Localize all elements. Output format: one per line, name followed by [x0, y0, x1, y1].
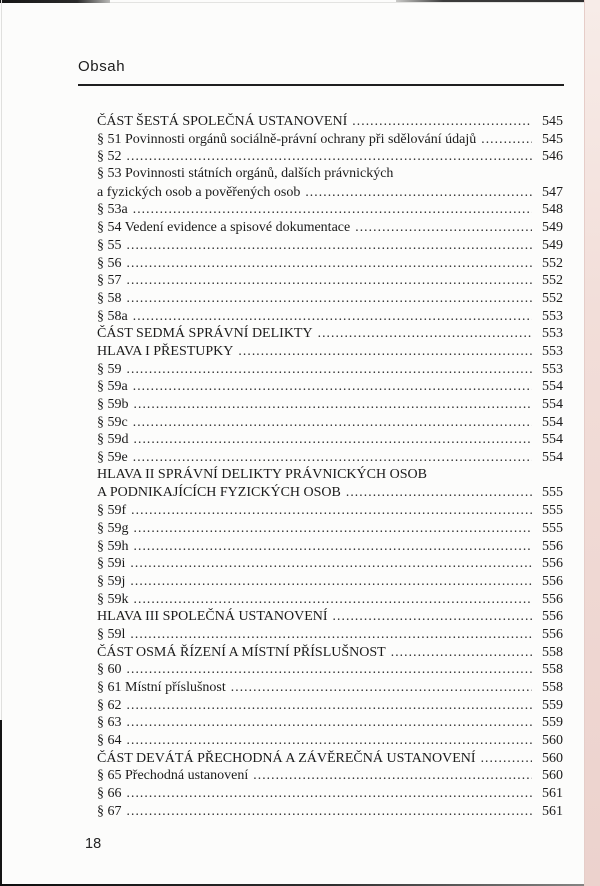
dot-leader [133, 413, 532, 432]
scan-edge-left [1, 0, 2, 720]
dot-leader [134, 395, 533, 414]
toc-entry-page: 549 [542, 220, 563, 236]
toc-entry-page: 554 [542, 379, 563, 395]
toc-entry-label: § 59b [97, 397, 129, 412]
dot-leader [133, 307, 532, 326]
toc-entry [97, 696, 563, 714]
toc-entry [97, 643, 563, 661]
toc-entry [97, 271, 563, 289]
toc-entry [97, 218, 563, 236]
dot-leader [127, 784, 533, 803]
header-rule [78, 84, 564, 86]
toc-list [97, 112, 563, 820]
toc-entry [97, 572, 563, 590]
dot-leader [127, 696, 533, 715]
toc-entry-label: § 59d [97, 432, 129, 448]
toc-entry-page: 556 [542, 556, 563, 572]
toc-entry-page: 558 [542, 644, 563, 660]
toc-entry-label: ČÁST DEVÁTÁ PŘECHODNÁ A ZÁVĚREČNÁ USTANOVENÍ [97, 750, 476, 766]
toc-entry-label: § 59a [97, 379, 128, 395]
toc-entry-page: 558 [542, 662, 563, 678]
toc-entry-page: 556 [542, 609, 563, 625]
toc-entry [97, 590, 563, 608]
dot-leader [391, 643, 532, 662]
dot-leader [131, 501, 532, 520]
dot-leader [127, 289, 533, 308]
toc-entry-label: § 59f [97, 503, 127, 519]
toc-entry-page: 553 [542, 326, 563, 342]
dot-leader [127, 236, 533, 255]
toc-entry-label: HLAVA II SPRÁVNÍ DELIKTY PRÁVNICKÝCH OSOB [97, 466, 427, 482]
toc-entry [97, 324, 563, 342]
toc-entry-page: 559 [542, 697, 563, 713]
toc-entry-label: § 56 [97, 255, 122, 271]
toc-entry-page: 554 [542, 432, 563, 448]
toc-entry [97, 130, 563, 148]
toc-entry [97, 802, 563, 820]
toc-entry [97, 537, 563, 555]
toc-entry-page: 553 [542, 343, 563, 359]
dot-leader [127, 360, 533, 379]
toc-entry [97, 501, 563, 519]
toc-entry-label: § 59e [97, 450, 128, 466]
toc-entry-label: § 59 [97, 361, 122, 377]
toc-entry-page: 552 [542, 255, 563, 271]
toc-entry [97, 112, 563, 130]
toc-entry-label: § 54 Vedení evidence a spisové dokumentace [97, 220, 351, 236]
toc-entry-page: 560 [542, 750, 563, 766]
toc-entry-page: 554 [542, 414, 563, 430]
toc-entry-label: § 53a [97, 202, 128, 218]
toc-entry [97, 342, 563, 360]
toc-entry-label: § 64 [97, 733, 122, 749]
dot-leader [130, 572, 532, 591]
toc-entry-page: 555 [542, 520, 563, 536]
toc-entry-page: 549 [542, 237, 563, 253]
dot-leader [127, 271, 533, 290]
toc-entry-page: 545 [542, 131, 563, 147]
toc-entry-label: ČÁST OSMÁ ŘÍZENÍ A MÍSTNÍ PŘÍSLUŠNOST [97, 644, 386, 660]
toc-entry [97, 183, 563, 201]
dot-leader [352, 112, 532, 131]
toc-entry [97, 236, 563, 254]
scan-edge-top-right [396, 0, 585, 2]
toc-entry-page: 554 [542, 450, 563, 466]
dot-leader [133, 200, 532, 219]
toc-entry-page: 548 [542, 202, 563, 218]
dot-leader [133, 448, 532, 467]
toc-entry-label: § 59h [97, 538, 129, 554]
dot-leader [305, 183, 532, 202]
dot-leader [127, 254, 533, 273]
dot-leader [318, 324, 532, 343]
dot-leader [130, 625, 532, 644]
toc-entry-label: § 58a [97, 308, 128, 324]
toc-entry [97, 784, 563, 802]
toc-entry [97, 660, 563, 678]
dot-leader [355, 218, 532, 237]
toc-entry [97, 289, 563, 307]
dot-leader [133, 377, 532, 396]
toc-entry [97, 254, 563, 272]
toc-entry [97, 607, 563, 625]
toc-entry [97, 165, 563, 183]
toc-entry-page: 554 [542, 397, 563, 412]
toc-entry-page: 552 [542, 273, 563, 289]
toc-entry [97, 625, 563, 643]
dot-leader [253, 766, 532, 785]
toc-entry [97, 360, 563, 378]
toc-entry-label: § 59c [97, 414, 128, 430]
toc-entry-page: 559 [542, 715, 563, 731]
toc-entry-label: § 60 [97, 662, 122, 678]
toc-entry-label: § 53 Povinnosti státních orgánů, dalších právnických [97, 166, 394, 182]
toc-entry [97, 377, 563, 395]
toc-entry [97, 678, 563, 696]
toc-entry-label: § 57 [97, 273, 122, 289]
toc-entry-label: § 61 Místní příslušnost [97, 680, 226, 695]
toc-entry [97, 749, 563, 767]
toc-entry-page: 561 [542, 786, 563, 802]
toc-entry-page: 556 [542, 573, 563, 589]
toc-entry-page: 553 [542, 361, 563, 377]
toc-entry-label: § 66 [97, 786, 122, 802]
toc-entry-page: 556 [542, 626, 563, 642]
toc-entry [97, 307, 563, 325]
toc-entry [97, 713, 563, 731]
toc-entry [97, 554, 563, 572]
toc-entry-page: 553 [542, 308, 563, 324]
scan-edge-right-band [584, 0, 600, 886]
toc-entry-page: 556 [542, 538, 563, 554]
dot-leader [231, 678, 532, 697]
toc-entry-label: HLAVA III SPOLEČNÁ USTANOVENÍ [97, 609, 328, 625]
toc-entry-label: ČÁST ŠESTÁ SPOLEČNÁ USTANOVENÍ [97, 114, 348, 129]
page-number: 18 [85, 836, 102, 852]
dot-leader [481, 130, 532, 149]
toc-entry-label: a fyzických osob a pověřených osob [97, 184, 301, 200]
dot-leader [481, 749, 532, 768]
toc-entry [97, 766, 563, 784]
toc-entry-label: § 51 Povinnosti orgánů sociálně-právní ochrany při sdělování údajů [97, 131, 477, 147]
toc-entry-page: 555 [542, 503, 563, 519]
toc-entry-page: 555 [542, 485, 563, 501]
dot-leader [134, 590, 533, 609]
toc-entry-page: 547 [542, 184, 563, 200]
toc-entry-page: 545 [542, 114, 563, 129]
toc-entry-label: § 62 [97, 697, 122, 713]
dot-leader [127, 731, 533, 750]
dot-leader [134, 537, 533, 556]
toc-entry-page: 546 [542, 149, 563, 165]
dot-leader [333, 607, 532, 626]
toc-entry [97, 413, 563, 431]
dot-leader [127, 147, 533, 166]
toc-entry [97, 448, 563, 466]
toc-entry [97, 519, 563, 537]
scan-edge-top-left [0, 0, 110, 3]
scan-edge-left-dark [0, 720, 2, 886]
dot-leader [130, 554, 532, 573]
toc-entry-label: § 67 [97, 803, 122, 819]
toc-entry-page: 561 [542, 803, 563, 819]
toc-entry-label: § 59l [97, 626, 126, 642]
toc-entry-label: § 59i [97, 556, 126, 572]
toc-entry [97, 731, 563, 749]
toc-entry-label: § 58 [97, 290, 122, 306]
toc-entry-label: A PODNIKAJÍCÍCH FYZICKÝCH OSOB [97, 485, 341, 501]
dot-leader [127, 713, 533, 732]
toc-entry-label: § 59g [97, 520, 129, 536]
toc-entry-page: 552 [542, 290, 563, 306]
toc-entry [97, 147, 563, 165]
page-header-title: Obsah [78, 58, 126, 75]
toc-entry-label: § 59j [97, 573, 126, 589]
toc-entry-label: ČÁST SEDMÁ SPRÁVNÍ DELIKTY [97, 326, 313, 342]
dot-leader [134, 430, 533, 449]
toc-entry [97, 430, 563, 448]
toc-entry-page: 560 [542, 768, 563, 784]
toc-entry [97, 200, 563, 218]
toc-entry-label: § 59k [97, 591, 129, 607]
dot-leader [134, 519, 533, 538]
toc-entry-label: HLAVA I PŘESTUPKY [97, 343, 234, 359]
toc-entry-page: 560 [542, 733, 563, 749]
toc-entry-label: § 52 [97, 149, 122, 165]
toc-entry [97, 395, 563, 413]
toc-entry-page: 556 [542, 591, 563, 607]
toc-entry-page: 558 [542, 680, 563, 695]
toc-entry-label: § 63 [97, 715, 122, 731]
toc-entry [97, 483, 563, 501]
toc-entry [97, 466, 563, 484]
dot-leader [127, 802, 533, 821]
dot-leader [127, 660, 533, 679]
toc-entry-label: § 55 [97, 237, 122, 253]
dot-leader [346, 483, 532, 502]
toc-entry-label: § 65 Přechodná ustanovení [97, 768, 249, 784]
dot-leader [238, 342, 532, 361]
